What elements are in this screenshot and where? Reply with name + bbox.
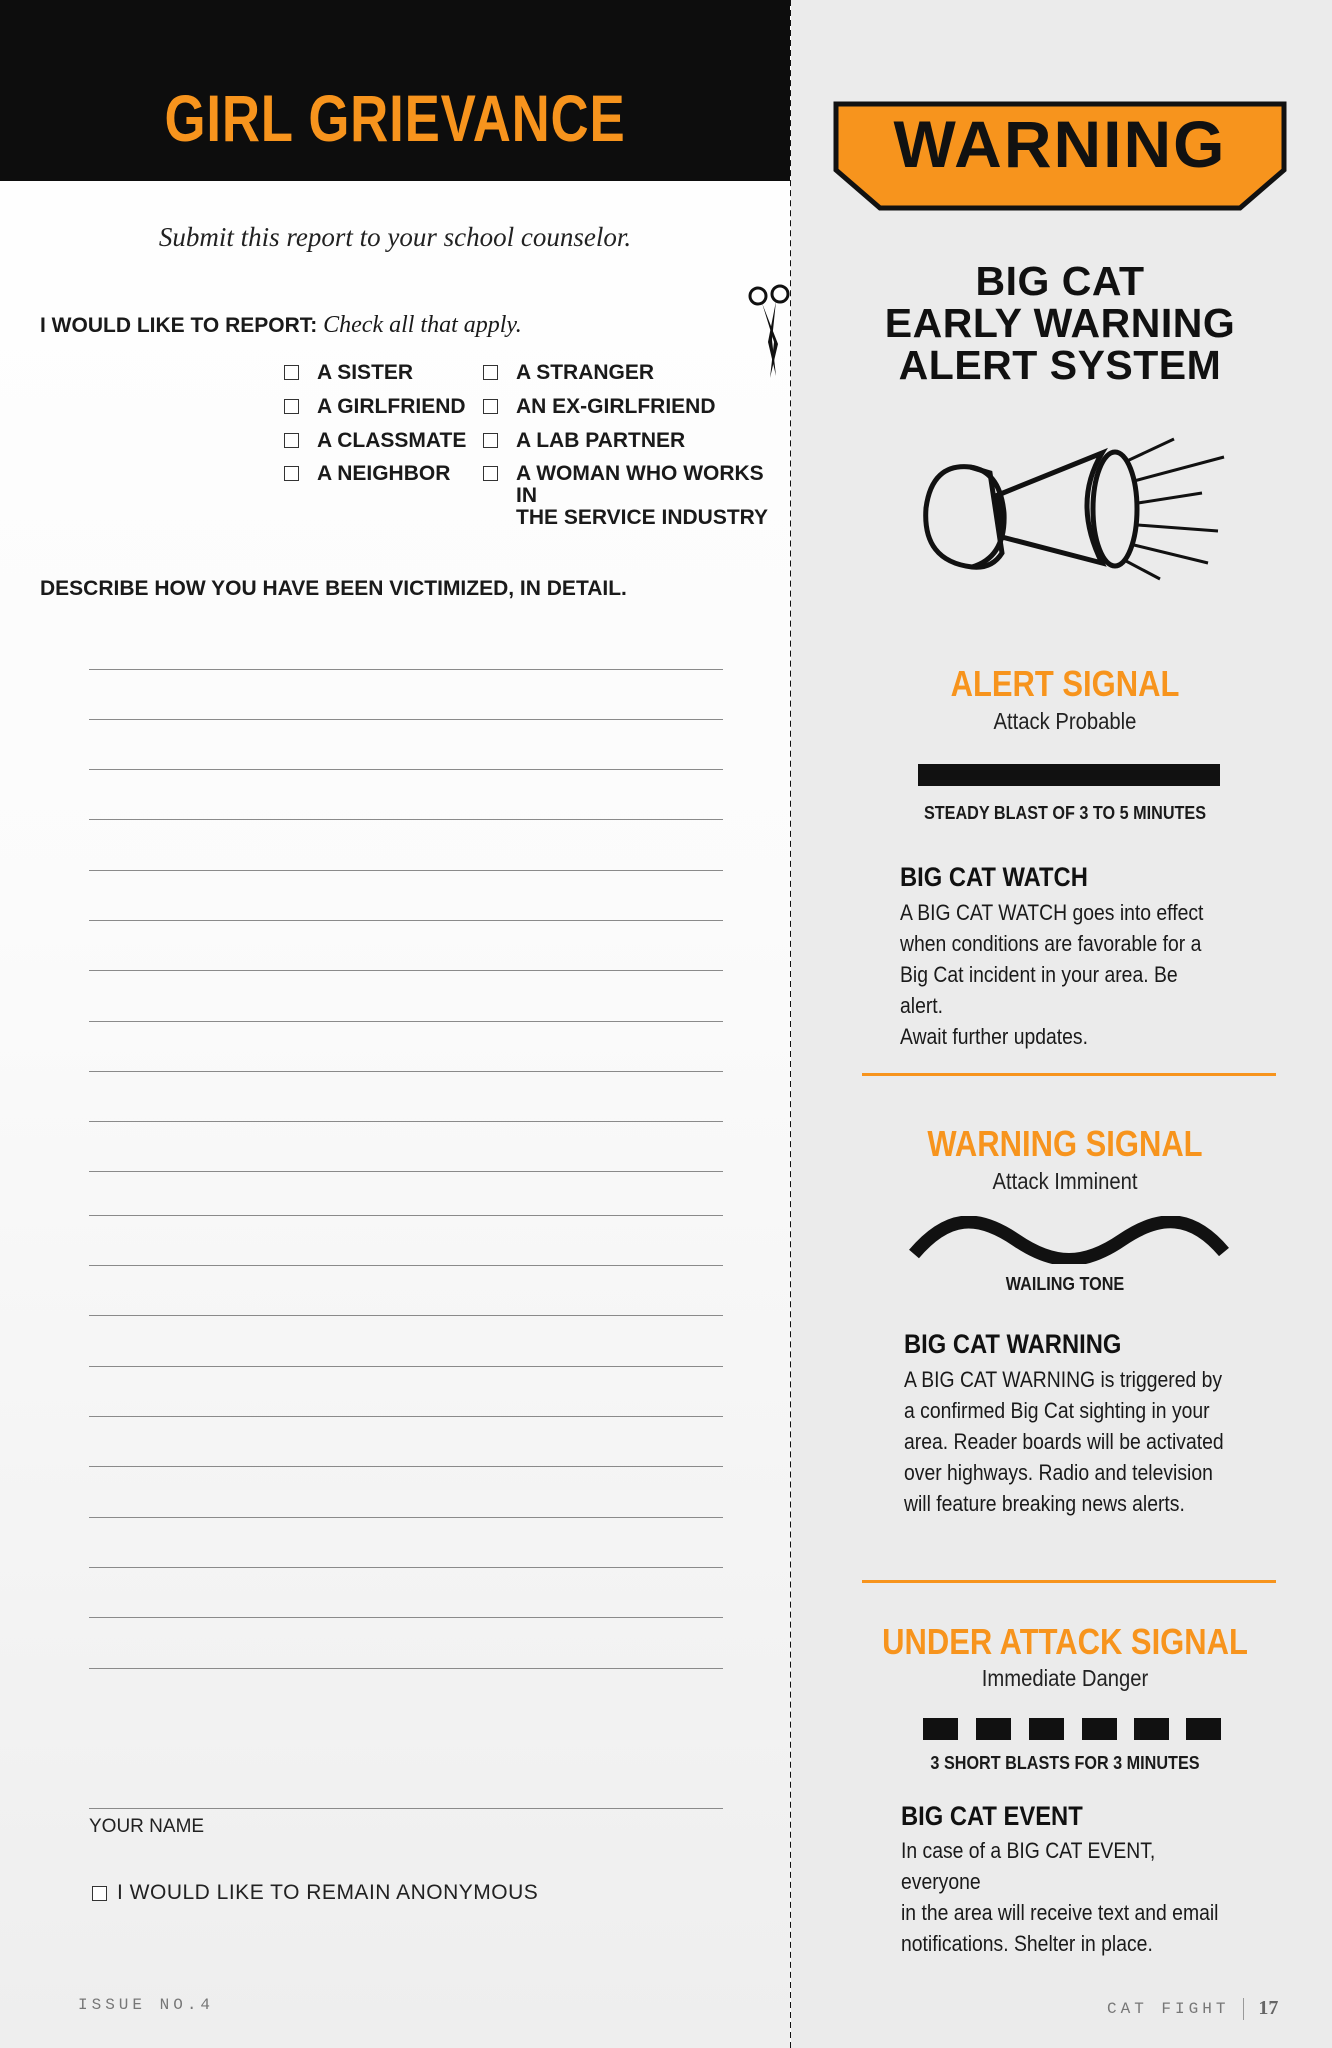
writing-line[interactable] xyxy=(89,1071,723,1072)
option-label: A WOMAN WHO WORKS IN THE SERVICE INDUSTRY xyxy=(516,462,769,529)
footer xyxy=(1107,1997,1278,2020)
short-blast-icon xyxy=(976,1718,1011,1740)
checkbox[interactable] xyxy=(92,1886,107,1901)
wailing-wave-icon xyxy=(908,1216,1230,1264)
checkbox[interactable] xyxy=(284,399,299,414)
describe-label: DESCRIBE HOW YOU HAVE BEEN VICTIMIZED, IN DETAIL. xyxy=(40,577,627,600)
writing-line[interactable] xyxy=(89,669,723,670)
subtitle: Submit this report to your school counselor. xyxy=(158,222,632,252)
writing-line[interactable] xyxy=(89,719,723,720)
scissors-icon xyxy=(746,284,796,380)
short-blast-icon xyxy=(1134,1718,1169,1740)
writing-line[interactable] xyxy=(89,1466,723,1467)
checkbox[interactable] xyxy=(284,365,299,380)
big-cat-warning-text: A BIG CAT WARNING is triggered by a confirmed Big Cat sighting in your area. Reader boards will be activated over highways. Radio and television will feature breaking news alerts. xyxy=(904,1367,1224,1516)
option-service-worker[interactable] xyxy=(483,463,790,529)
writing-line[interactable] xyxy=(89,1517,723,1518)
under-attack-signal-title: UNDER ATTACK SIGNAL xyxy=(882,1621,1248,1662)
option-neighbor[interactable] xyxy=(284,463,450,485)
warning-signal-title: WARNING SIGNAL xyxy=(927,1123,1203,1164)
section-divider xyxy=(862,1580,1276,1583)
report-hint: Check all that apply. xyxy=(323,312,522,338)
big-cat-event-text: In case of a BIG CAT EVENT, everyone in the area will receive text and email notifications. Shelter in place. xyxy=(901,1838,1219,1956)
checkbox[interactable] xyxy=(483,365,498,380)
writing-line[interactable] xyxy=(89,1021,723,1022)
under-attack-caption: 3 SHORT BLASTS FOR 3 MINUTES xyxy=(930,1753,1200,1773)
option-classmate[interactable] xyxy=(284,430,466,452)
short-blast-icon xyxy=(1186,1718,1221,1740)
writing-line[interactable] xyxy=(89,1668,723,1669)
alert-signal-caption: STEADY BLAST OF 3 TO 5 MINUTES xyxy=(923,803,1207,823)
report-prompt xyxy=(40,312,522,339)
siren-icon xyxy=(912,433,1232,583)
footer-separator xyxy=(1243,1998,1244,2020)
writing-line[interactable] xyxy=(89,1366,723,1367)
writing-line[interactable] xyxy=(89,1265,723,1266)
writing-line[interactable] xyxy=(89,819,723,820)
heading-line-3: ALERT SYSTEM xyxy=(898,342,1222,388)
big-cat-warning-title: BIG CAT WARNING xyxy=(904,1329,1122,1359)
page-number: 17 xyxy=(1258,1997,1279,2019)
option-label: A SISTER xyxy=(317,361,414,384)
option-label: A LAB PARTNER xyxy=(516,429,686,452)
writing-line[interactable] xyxy=(89,920,723,921)
anonymous-option[interactable] xyxy=(92,1881,538,1905)
name-line[interactable] xyxy=(89,1808,723,1809)
writing-line[interactable] xyxy=(89,1617,723,1618)
heading-line-2: EARLY WARNING xyxy=(884,300,1236,346)
magazine-title: CAT FIGHT xyxy=(1107,1999,1230,2018)
issue-number: ISSUE NO.4 xyxy=(78,1996,215,2014)
writing-line[interactable] xyxy=(89,1567,723,1568)
short-blast-icon xyxy=(1029,1718,1064,1740)
warning-sign xyxy=(828,96,1292,214)
option-label: A NEIGHBOR xyxy=(317,462,451,485)
option-ex-girlfriend[interactable] xyxy=(483,396,716,418)
writing-line[interactable] xyxy=(89,1171,723,1172)
warning-text: WARNING xyxy=(893,107,1227,181)
your-name-label: YOUR NAME xyxy=(89,1816,205,1837)
warning-signal-sub: Attack Imminent xyxy=(992,1168,1138,1194)
writing-line[interactable] xyxy=(89,1416,723,1417)
short-blast-icon xyxy=(1082,1718,1117,1740)
checkbox[interactable] xyxy=(284,466,299,481)
checkbox[interactable] xyxy=(284,433,299,448)
big-cat-watch-text: A BIG CAT WATCH goes into effect when conditions are favorable for a Big Cat incident in your area. Be alert. Await further updates. xyxy=(900,900,1204,1049)
report-label: I WOULD LIKE TO REPORT: xyxy=(40,314,318,337)
under-attack-signal-sub: Immediate Danger xyxy=(981,1665,1149,1691)
writing-line[interactable] xyxy=(89,1121,723,1122)
option-label: A GIRLFRIEND xyxy=(317,395,466,418)
writing-line[interactable] xyxy=(89,970,723,971)
warning-signal-caption: WAILING TONE xyxy=(1005,1274,1125,1294)
section-divider xyxy=(862,1073,1276,1076)
alert-signal-title: ALERT SIGNAL xyxy=(950,663,1180,704)
writing-line[interactable] xyxy=(89,1315,723,1316)
writing-line[interactable] xyxy=(89,870,723,871)
page-title: GIRL GRIEVANCE xyxy=(164,81,626,155)
checkbox[interactable] xyxy=(483,433,498,448)
big-cat-watch-title: BIG CAT WATCH xyxy=(900,862,1088,892)
option-lab-partner[interactable] xyxy=(483,430,685,452)
big-cat-event-title: BIG CAT EVENT xyxy=(901,1801,1083,1831)
steady-blast-bar-icon xyxy=(918,764,1220,786)
alert-signal-sub: Attack Probable xyxy=(993,708,1137,734)
option-stranger[interactable] xyxy=(483,362,654,384)
option-label: A CLASSMATE xyxy=(317,429,467,452)
checkbox[interactable] xyxy=(483,466,498,481)
option-label: AN EX-GIRLFRIEND xyxy=(516,395,716,418)
heading-line-1: BIG CAT xyxy=(975,258,1145,304)
writing-line[interactable] xyxy=(89,769,723,770)
option-sister[interactable] xyxy=(284,362,413,384)
option-label: A STRANGER xyxy=(516,361,655,384)
checkbox[interactable] xyxy=(483,399,498,414)
writing-line[interactable] xyxy=(89,1215,723,1216)
short-blast-icon xyxy=(923,1718,958,1740)
anonymous-label: I WOULD LIKE TO REMAIN ANONYMOUS xyxy=(117,1881,539,1904)
option-girlfriend[interactable] xyxy=(284,396,466,418)
